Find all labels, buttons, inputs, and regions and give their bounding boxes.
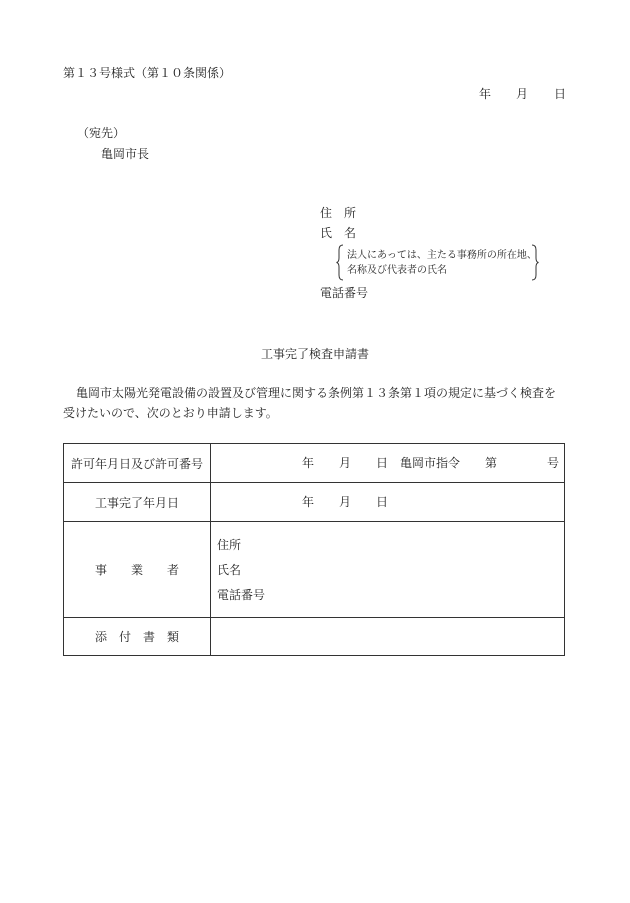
applicant-note — [336, 244, 539, 281]
table-row — [64, 618, 565, 656]
completion-day-label: 日 — [376, 495, 389, 509]
recipient-prefix: （宛先） — [77, 126, 126, 140]
form-number: 第１３号様式（第１０条関係） — [63, 66, 232, 80]
recipient-name: 亀岡市長 — [101, 147, 150, 161]
table-row — [64, 522, 565, 618]
operator-address-label: 住所 — [217, 538, 242, 552]
date-month-label: 月 — [516, 87, 529, 101]
completion-month-label: 月 — [339, 495, 352, 509]
note-line-2: 名称及び代表者の氏名 — [347, 265, 447, 276]
operator-name-label: 氏名 — [217, 563, 242, 577]
business-operator-cell[interactable] — [211, 522, 565, 618]
application-table — [63, 443, 565, 656]
completion-date-label: 工事完了年月日 — [64, 483, 211, 522]
completion-date-cell[interactable] — [211, 483, 565, 522]
date-day-label: 日 — [554, 87, 567, 101]
attachments-label: 添 付 書 類 — [64, 618, 211, 656]
operator-phone-label: 電話番号 — [217, 588, 266, 602]
table-row — [64, 444, 565, 483]
business-operator-label: 事 業 者 — [64, 522, 211, 618]
applicant-phone-label: 電話番号 — [320, 286, 369, 300]
date-year-label: 年 — [479, 87, 492, 101]
body-text-line-2: 受けたいので、次のとおり申請します。 — [63, 406, 278, 420]
permit-number-suffix: 号 — [547, 456, 560, 470]
completion-year-label: 年 — [302, 495, 315, 509]
document-title: 工事完了検査申請書 — [261, 347, 370, 361]
permit-value-cell[interactable] — [211, 444, 565, 483]
permit-month-label: 月 — [339, 456, 352, 470]
note-line-1: 法人にあっては、主たる事務所の所在地、 — [347, 250, 537, 261]
permit-year-label: 年 — [302, 456, 315, 470]
permit-label: 許可年月日及び許可番号 — [64, 444, 211, 483]
attachments-cell[interactable] — [211, 618, 565, 656]
applicant-address-label: 住 所 — [320, 206, 357, 220]
body-text-line-1: 亀岡市太陽光発電設備の設置及び管理に関する条例第１３条第１項の規定に基づく検査を — [76, 386, 557, 400]
table-row — [64, 483, 565, 522]
permit-designation: 亀岡市指令 — [400, 456, 461, 470]
permit-number-prefix: 第 — [485, 456, 498, 470]
permit-day-label: 日 — [376, 456, 389, 470]
applicant-name-label: 氏 名 — [320, 226, 357, 240]
